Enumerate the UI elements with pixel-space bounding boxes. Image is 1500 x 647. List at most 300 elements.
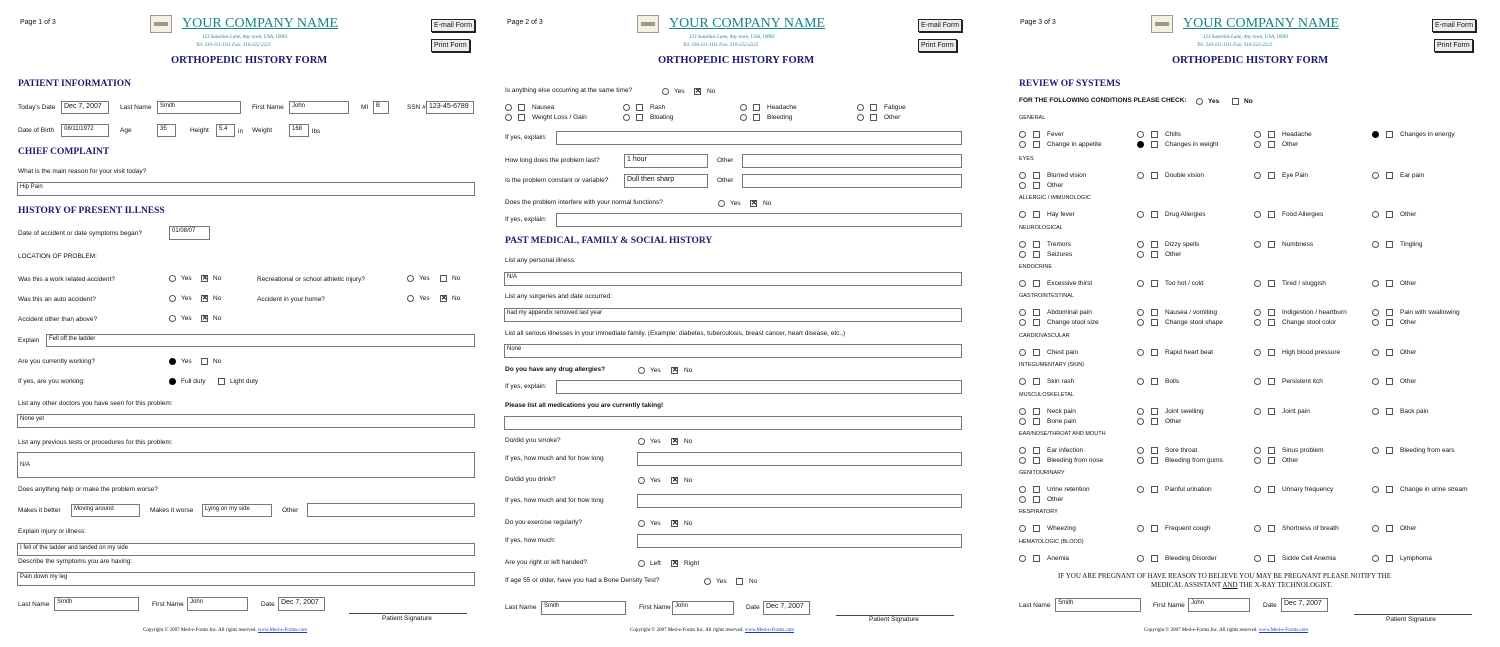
ros-condition-label: Other — [1400, 349, 1417, 356]
ros-check[interactable] — [1386, 555, 1393, 562]
ros-check[interactable] — [1386, 408, 1393, 415]
ros-condition-label: Tingling — [1400, 241, 1423, 248]
other-symptom-check[interactable] — [870, 114, 877, 121]
height-unit: in — [238, 128, 244, 135]
ros-radio[interactable] — [1372, 309, 1379, 316]
how-long-label: How long does the problem last? — [505, 157, 600, 164]
drink-no-check[interactable]: ✕ — [672, 477, 678, 484]
company-address: 123 Sunshine Lane, Any town, USA, 10001 — [689, 35, 775, 40]
ros-condition-label: Urinary frequency — [1282, 486, 1334, 493]
if-yes-explain-input[interactable] — [556, 131, 962, 145]
headache-radio[interactable] — [740, 104, 747, 111]
ros-radio[interactable] — [1019, 131, 1026, 138]
recreational-yes-radio[interactable] — [407, 275, 414, 282]
ros-check[interactable] — [1151, 486, 1158, 493]
pregnancy-text-and: AND — [1222, 581, 1238, 589]
ros-condition-label: Indigestion / heartburn — [1282, 309, 1347, 316]
rash-check[interactable] — [636, 104, 643, 111]
ros-radio[interactable] — [1019, 241, 1026, 248]
ros-radio[interactable] — [1137, 211, 1144, 218]
no-label: No — [213, 315, 222, 322]
rash-radio[interactable] — [623, 104, 630, 111]
ros-radio[interactable] — [1019, 408, 1026, 415]
ros-radio[interactable] — [1372, 486, 1379, 493]
todays-date-input[interactable]: Dec 7, 2007 — [61, 101, 109, 114]
ros-yes-radio[interactable] — [1196, 98, 1203, 105]
ros-no-check[interactable] — [1232, 98, 1239, 105]
copyright — [143, 628, 307, 633]
signature-line[interactable] — [349, 613, 467, 614]
explain-input[interactable]: Fell off the ladder — [46, 334, 475, 347]
auto-accident-no-check[interactable]: ✕ — [202, 295, 208, 302]
ros-radio[interactable] — [1019, 496, 1026, 503]
ros-check[interactable] — [1033, 172, 1040, 179]
ros-radio[interactable] — [1137, 172, 1144, 179]
how-long-input[interactable]: 1 hour — [624, 154, 708, 168]
allergies-explain-input[interactable] — [556, 380, 962, 394]
ros-radio[interactable] — [1254, 408, 1261, 415]
constant-other-input[interactable] — [742, 174, 962, 188]
ros-radio[interactable] — [1019, 251, 1026, 258]
footer-last-name-input[interactable]: Smith — [54, 597, 139, 611]
email-form-button[interactable]: E-mail Form — [918, 19, 962, 32]
ros-radio[interactable] — [1254, 486, 1261, 493]
ros-check[interactable] — [1151, 251, 1158, 258]
last-name-input[interactable]: Smith — [157, 101, 241, 114]
ros-radio[interactable] — [1137, 447, 1144, 454]
ros-radio[interactable] — [1254, 349, 1261, 356]
form-title: ORTHOPEDIC HISTORY FORM — [171, 55, 328, 66]
copyright — [630, 628, 794, 633]
ros-condition-label: Neck pain — [1047, 408, 1076, 415]
help-worse-question: Does anything help or make the problem worse? — [18, 486, 158, 493]
section-patient-information: PATIENT INFORMATION — [18, 79, 132, 89]
dob-label: Date of Birth — [18, 127, 55, 134]
chief-complaint-question: What is the main reason for your visit today? — [18, 168, 147, 175]
ros-check[interactable] — [1033, 378, 1040, 385]
ros-check[interactable] — [1268, 172, 1275, 179]
email-form-button[interactable]: E-mail Form — [431, 19, 475, 32]
ros-radio[interactable] — [1254, 131, 1261, 138]
ros-radio[interactable] — [1137, 131, 1144, 138]
print-form-button[interactable]: Print Form — [431, 39, 470, 52]
ros-radio[interactable] — [1372, 408, 1379, 415]
ros-check[interactable] — [1151, 457, 1158, 464]
yes-label: Yes — [650, 477, 661, 484]
ros-radio[interactable] — [1254, 319, 1261, 326]
todays-date-label: Today's Date — [18, 104, 56, 111]
ros-check[interactable] — [1033, 280, 1040, 287]
print-form-button[interactable]: Print Form — [1434, 39, 1473, 52]
ros-radio[interactable] — [1019, 211, 1026, 218]
explain-injury-input[interactable]: I fell of the ladder and landed on my side — [17, 543, 475, 556]
home-accident-question: Accident in your home? — [257, 296, 325, 303]
ros-check[interactable] — [1033, 349, 1040, 356]
footer-date-input[interactable]: Dec 7, 2007 — [278, 597, 325, 611]
ros-radio[interactable] — [1137, 525, 1144, 532]
ros-condition-label: Other — [1165, 251, 1182, 258]
medications-input[interactable] — [504, 416, 962, 430]
surgeries-input[interactable]: had my appendix removed last year — [504, 308, 962, 322]
weight-input[interactable]: 168 — [289, 124, 309, 137]
ros-check[interactable] — [1386, 309, 1393, 316]
footer-date-input[interactable]: Dec 7, 2007 — [763, 601, 810, 615]
bloating-label: Bloating — [650, 114, 674, 121]
ros-check[interactable] — [1151, 525, 1158, 532]
describe-symptoms-input[interactable]: Pain down my leg — [17, 572, 475, 586]
ros-check[interactable] — [1151, 319, 1158, 326]
ros-radio[interactable] — [1254, 525, 1261, 532]
exercise-yes-radio[interactable] — [638, 520, 645, 527]
ros-check[interactable] — [1268, 319, 1275, 326]
ros-radio[interactable] — [1254, 555, 1261, 562]
ros-radio[interactable] — [1137, 555, 1144, 562]
ros-check[interactable] — [1033, 418, 1040, 425]
ros-condition-label: Other — [1282, 141, 1299, 148]
interfere-no-check[interactable]: ✕ — [751, 200, 757, 207]
ros-radio[interactable] — [1019, 182, 1026, 189]
ros-group-title: ENDOCRINE — [1019, 264, 1053, 270]
copyright — [1144, 628, 1308, 633]
ros-group-title: NEUROLOGICAL — [1019, 225, 1063, 231]
other-accident-yes-radio[interactable] — [169, 315, 176, 322]
pregnancy-text-a: MEDICAL ASSISTANT — [1151, 581, 1223, 589]
fatigue-check[interactable] — [870, 104, 877, 111]
ros-check[interactable] — [1151, 408, 1158, 415]
ros-check[interactable] — [1033, 408, 1040, 415]
drink-how-input[interactable] — [637, 494, 962, 508]
ros-radio[interactable] — [1137, 251, 1144, 258]
full-duty-radio[interactable] — [169, 378, 176, 385]
ros-radio[interactable] — [1137, 418, 1144, 425]
ros-check[interactable] — [1033, 141, 1040, 148]
ros-radio[interactable] — [1372, 319, 1379, 326]
ros-check[interactable] — [1268, 280, 1275, 287]
ros-radio[interactable] — [1019, 280, 1026, 287]
ros-check[interactable] — [1151, 241, 1158, 248]
ros-check[interactable] — [1151, 447, 1158, 454]
ros-condition-label: Sickle Cell Anemia — [1282, 555, 1336, 562]
ros-radio[interactable] — [1019, 349, 1026, 356]
ros-radio[interactable] — [1372, 349, 1379, 356]
ros-check[interactable] — [1386, 241, 1393, 248]
mi-input[interactable]: B — [373, 101, 389, 114]
ros-check[interactable] — [1268, 211, 1275, 218]
ros-radio[interactable] — [1372, 525, 1379, 532]
ros-radio[interactable] — [1019, 486, 1026, 493]
ros-check[interactable] — [1268, 447, 1275, 454]
home-accident-no-check[interactable]: ✕ — [441, 295, 447, 302]
bone-density-question: If age 55 or older, have you had a Bone Density Test? — [505, 577, 660, 584]
allergies-yes-radio[interactable] — [638, 367, 645, 374]
home-accident-yes-radio[interactable] — [407, 295, 414, 302]
ros-radio[interactable] — [1019, 525, 1026, 532]
ros-radio[interactable] — [1019, 141, 1026, 148]
ros-condition-label: Food Allergies — [1282, 211, 1324, 218]
ros-condition-label: Fever — [1047, 131, 1064, 138]
ros-radio[interactable] — [1372, 280, 1379, 287]
previous-tests-input[interactable]: N/A — [17, 452, 475, 478]
ros-check[interactable] — [1268, 486, 1275, 493]
yes-label: Yes — [181, 315, 192, 322]
nausea-radio[interactable] — [505, 104, 512, 111]
other-symptom-radio[interactable] — [857, 114, 864, 121]
else-yes-radio[interactable] — [662, 88, 669, 95]
ros-check[interactable] — [1151, 309, 1158, 316]
ros-check[interactable] — [1268, 457, 1275, 464]
exercise-how-input[interactable] — [637, 534, 962, 548]
bloating-radio[interactable] — [623, 114, 630, 121]
describe-symptoms-question: Describe the symptoms you are having: — [18, 558, 133, 565]
ros-radio[interactable] — [1137, 349, 1144, 356]
ros-radio[interactable] — [1372, 241, 1379, 248]
ros-check[interactable] — [1268, 309, 1275, 316]
family-illness-input[interactable]: None — [504, 344, 962, 358]
ros-radio[interactable] — [1019, 447, 1026, 454]
auto-accident-yes-radio[interactable] — [169, 295, 176, 302]
ros-check[interactable] — [1268, 141, 1275, 148]
surgeries-question: List any surgeries and date occurred: — [505, 293, 612, 300]
website-link[interactable]: www.Med-e-Forms.com — [1258, 628, 1309, 633]
bloating-check[interactable] — [636, 114, 643, 121]
ros-radio[interactable] — [1254, 172, 1261, 179]
age-input[interactable]: 35 — [157, 124, 176, 137]
ros-check[interactable] — [1033, 447, 1040, 454]
footer-date-input[interactable]: Dec 7, 2007 — [1281, 598, 1328, 612]
other-input[interactable] — [307, 503, 475, 517]
light-duty-label: Light duty — [230, 378, 259, 385]
ros-radio[interactable] — [1137, 408, 1144, 415]
ros-check[interactable] — [1386, 447, 1393, 454]
ros-check[interactable] — [1033, 319, 1040, 326]
ros-check[interactable] — [1386, 349, 1393, 356]
how-long-other-input[interactable] — [742, 154, 962, 168]
ros-radio[interactable] — [1254, 280, 1261, 287]
ros-check[interactable] — [1151, 418, 1158, 425]
website-link[interactable]: www.Med-e-Forms.com — [744, 628, 795, 633]
ros-check[interactable] — [1268, 349, 1275, 356]
ros-check[interactable] — [1268, 131, 1275, 138]
ros-check[interactable] — [1033, 486, 1040, 493]
smoke-how-input[interactable] — [637, 452, 962, 466]
ros-condition-label: Tremors — [1047, 241, 1071, 248]
else-no-check[interactable]: ✕ — [695, 88, 701, 95]
nausea-check[interactable] — [518, 104, 525, 111]
ros-radio[interactable] — [1019, 309, 1026, 316]
ros-radio[interactable] — [1137, 378, 1144, 385]
height-label: Height — [190, 127, 209, 134]
ros-radio[interactable] — [1372, 131, 1379, 138]
ros-check[interactable] — [1151, 131, 1158, 138]
ros-radio[interactable] — [1254, 309, 1261, 316]
ros-radio[interactable] — [1137, 309, 1144, 316]
if-yes-explain-label: If yes, explain: — [505, 134, 547, 141]
footer-last-name-input[interactable]: Smith — [1055, 598, 1141, 612]
yes-label: Yes — [716, 578, 727, 585]
height-input[interactable]: 5.4 — [216, 124, 235, 137]
ros-radio[interactable] — [1372, 172, 1379, 179]
ros-check[interactable] — [1386, 525, 1393, 532]
allergies-no-check[interactable]: ✕ — [672, 367, 678, 374]
other-doctors-input[interactable]: None yet — [17, 414, 475, 428]
company-phone: Tel. 310-111-1111 Fax: 310-222-2222 — [683, 43, 759, 48]
ros-check[interactable] — [1151, 378, 1158, 385]
other-accident-no-check[interactable]: ✕ — [202, 315, 208, 322]
no-label: No — [213, 275, 222, 282]
ros-radio[interactable] — [1254, 211, 1261, 218]
ros-check[interactable] — [1151, 555, 1158, 562]
ros-check[interactable] — [1033, 241, 1040, 248]
ros-check[interactable] — [1386, 378, 1393, 385]
ros-radio[interactable] — [1137, 241, 1144, 248]
ros-check[interactable] — [1268, 241, 1275, 248]
exercise-no-check[interactable]: ✕ — [672, 520, 678, 527]
interfere-yes-radio[interactable] — [718, 200, 725, 207]
ros-check[interactable] — [1033, 182, 1040, 189]
drug-allergies-question: Do you have any drug allergies? — [505, 366, 606, 373]
ros-check[interactable] — [1033, 251, 1040, 258]
accident-date-input[interactable]: 01/08/07 — [169, 226, 210, 240]
dob-input[interactable]: 08/11/1972 — [61, 124, 109, 137]
ros-radio[interactable] — [1254, 447, 1261, 454]
ros-group-title: HEMATOLOGIC (BLOOD) — [1019, 539, 1084, 545]
ros-check[interactable] — [1033, 555, 1040, 562]
weight-radio[interactable] — [505, 114, 512, 121]
ros-condition-label: Other — [1400, 319, 1417, 326]
first-name-label: First Name — [252, 104, 284, 111]
yes-label: Yes — [181, 358, 192, 365]
pregnancy-notice-line-1: IF YOU ARE PREGNANT OF HAVE REASON TO BELIEVE YOU MAY BE PREGNANT PLEASE NOTIFY THE — [1058, 572, 1391, 580]
if-yes-label: If yes, explain: — [505, 383, 547, 390]
ros-condition-label: High blood pressure — [1282, 349, 1341, 356]
ros-check[interactable] — [1033, 496, 1040, 503]
ros-radio[interactable] — [1372, 211, 1379, 218]
footer-last-name-input[interactable]: Smith — [541, 601, 626, 615]
ros-check[interactable] — [1268, 525, 1275, 532]
right-label: Right — [684, 560, 700, 567]
ros-check[interactable] — [1268, 378, 1275, 385]
ros-radio[interactable] — [1019, 378, 1026, 385]
weight-label: Weight — [252, 127, 273, 134]
working-yes-radio[interactable] — [169, 358, 176, 365]
ros-radio[interactable] — [1137, 319, 1144, 326]
signature-line[interactable] — [1354, 614, 1472, 615]
ros-check[interactable] — [1033, 457, 1040, 464]
recreational-no-check[interactable] — [440, 275, 447, 282]
fatigue-radio[interactable] — [857, 104, 864, 111]
right-handed-check[interactable]: ✕ — [672, 560, 678, 567]
bleeding-label: Bleeding — [767, 114, 793, 121]
first-name-input[interactable]: John — [289, 101, 349, 114]
left-handed-radio[interactable] — [638, 560, 645, 567]
yes-label: Yes — [181, 275, 192, 282]
makes-better-input[interactable]: Moving around — [71, 504, 140, 517]
work-accident-yes-radio[interactable] — [169, 275, 176, 282]
ros-condition-label: Chest pain — [1047, 349, 1079, 356]
ros-radio[interactable] — [1254, 378, 1261, 385]
ros-radio[interactable] — [1019, 418, 1026, 425]
ros-radio[interactable] — [1019, 457, 1026, 464]
bone-density-no-check[interactable] — [736, 578, 743, 585]
ros-radio[interactable] — [1137, 486, 1144, 493]
ros-radio[interactable] — [1254, 241, 1261, 248]
footer-first-name-input[interactable]: John — [187, 597, 248, 611]
ros-check[interactable] — [1033, 211, 1040, 218]
footer-first-name-input[interactable]: John — [1188, 598, 1250, 612]
smoke-no-check[interactable]: ✕ — [672, 438, 678, 445]
bleeding-check[interactable] — [753, 114, 760, 121]
light-duty-check[interactable] — [218, 378, 225, 385]
work-accident-no-check[interactable]: ✕ — [202, 275, 208, 282]
else-occurring-question: Is anything else occurring at the same time? — [505, 87, 633, 94]
ros-check[interactable] — [1386, 280, 1393, 287]
ros-radio[interactable] — [1137, 280, 1144, 287]
ros-check[interactable] — [1386, 211, 1393, 218]
ros-condition-label: Joint pain — [1282, 408, 1310, 415]
headache-check[interactable] — [753, 104, 760, 111]
ros-check[interactable] — [1268, 408, 1275, 415]
smoke-yes-radio[interactable] — [638, 438, 645, 445]
ros-check[interactable] — [1386, 486, 1393, 493]
ros-radio[interactable] — [1019, 172, 1026, 179]
ros-radio[interactable] — [1137, 141, 1144, 148]
ros-radio[interactable] — [1254, 141, 1261, 148]
ros-check[interactable] — [1386, 131, 1393, 138]
constant-input[interactable]: Dull then sharp — [624, 174, 708, 188]
working-no-check[interactable] — [201, 358, 208, 365]
ros-check[interactable] — [1151, 141, 1158, 148]
drink-yes-radio[interactable] — [638, 477, 645, 484]
email-form-button[interactable]: E-mail Form — [1432, 19, 1476, 32]
ros-check[interactable] — [1386, 172, 1393, 179]
website-link[interactable]: www.Med-e-Forms.com — [257, 628, 308, 633]
page-number: Page 1 of 3 — [20, 19, 56, 26]
weight-check[interactable] — [518, 114, 525, 121]
bleeding-radio[interactable] — [740, 114, 747, 121]
ros-radio[interactable] — [1254, 457, 1261, 464]
ros-radio[interactable] — [1372, 447, 1379, 454]
previous-tests-question: List any previous tests or procedures for this problem: — [18, 439, 173, 446]
ros-radio[interactable] — [1019, 555, 1026, 562]
interfere-explain-input[interactable] — [556, 213, 962, 227]
ros-radio[interactable] — [1019, 319, 1026, 326]
ros-check[interactable] — [1386, 319, 1393, 326]
personal-illness-input[interactable]: N/A — [504, 272, 962, 286]
ros-group-title: EAR/NOSE/THROAT AND MOUTH — [1019, 431, 1106, 437]
makes-worse-input[interactable]: Lying on my side — [202, 504, 272, 517]
other-accident-question: Accident other than above? — [18, 316, 98, 323]
no-label: No — [452, 275, 461, 282]
ros-radio[interactable] — [1372, 378, 1379, 385]
ros-check[interactable] — [1151, 211, 1158, 218]
ros-radio[interactable] — [1372, 555, 1379, 562]
ros-check[interactable] — [1151, 349, 1158, 356]
ros-check[interactable] — [1268, 555, 1275, 562]
ros-check[interactable] — [1151, 172, 1158, 179]
bone-density-yes-radio[interactable] — [704, 578, 711, 585]
ssn-input[interactable]: 123-45-6789 — [426, 101, 474, 114]
print-form-button[interactable]: Print Form — [918, 39, 957, 52]
chief-complaint-input[interactable]: Hip Pain — [17, 182, 475, 196]
ros-condition-label: Joint swelling — [1165, 408, 1204, 415]
ros-check[interactable] — [1033, 131, 1040, 138]
section-past-medical-history: PAST MEDICAL, FAMILY & SOCIAL HISTORY — [505, 236, 713, 246]
ros-radio[interactable] — [1137, 457, 1144, 464]
ros-check[interactable] — [1033, 309, 1040, 316]
ros-check[interactable] — [1033, 525, 1040, 532]
footer-first-name-input[interactable]: John — [672, 601, 734, 615]
ros-check[interactable] — [1151, 280, 1158, 287]
